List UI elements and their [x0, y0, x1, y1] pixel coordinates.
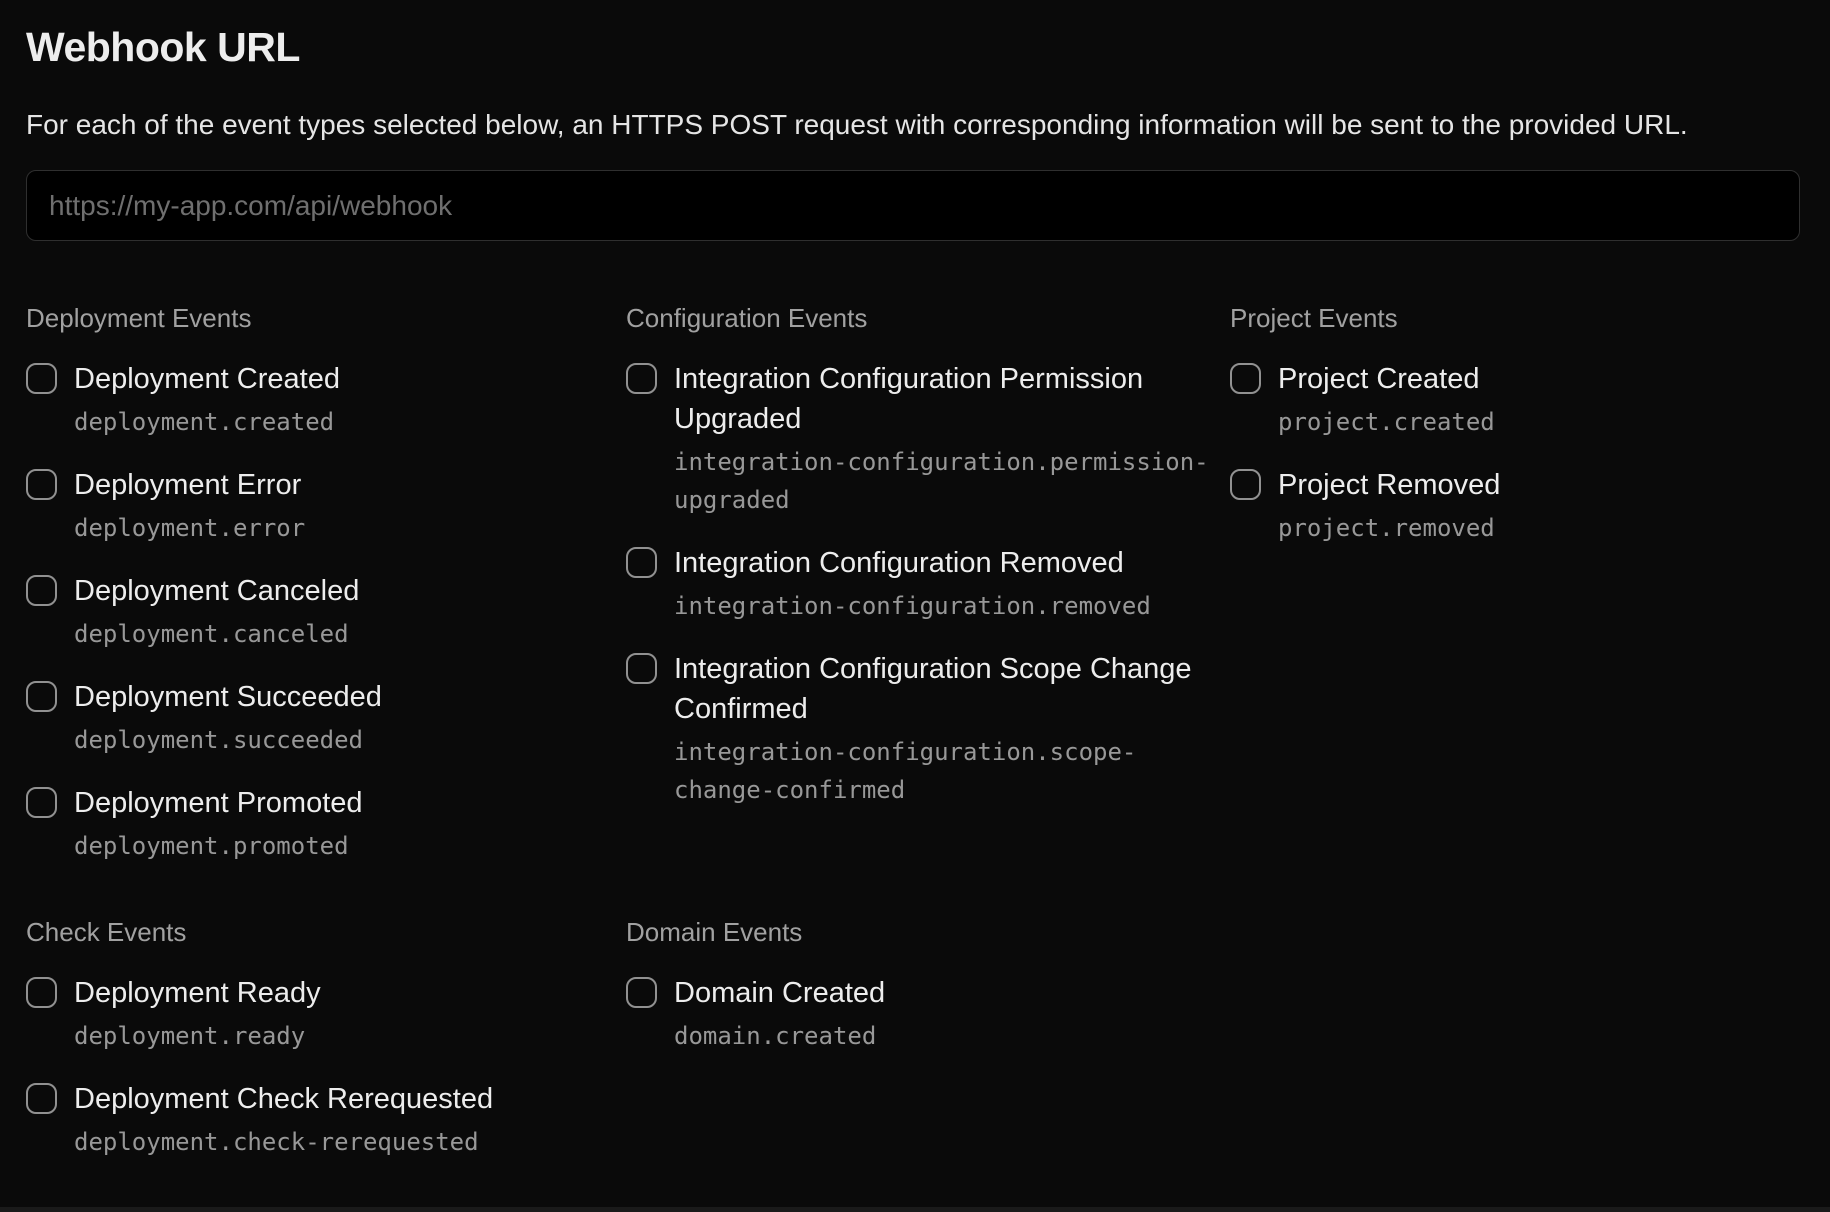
event-label[interactable]: Integration Configuration Removed — [674, 547, 1124, 579]
checkbox-deployment-check-rerequested[interactable] — [26, 1083, 57, 1114]
event-label[interactable]: Deployment Canceled — [74, 575, 360, 607]
checkbox-integration-configuration-permission-upgraded[interactable] — [626, 363, 657, 394]
checkbox-integration-configuration-removed[interactable] — [626, 547, 657, 578]
event-code: deployment.error — [74, 514, 306, 542]
event-group-check — [26, 915, 626, 1161]
event-label[interactable]: Project Removed — [1278, 469, 1501, 501]
event-code: deployment.check-rerequested — [74, 1128, 479, 1156]
event-code: deployment.ready — [74, 1022, 306, 1050]
checkbox-deployment-created[interactable] — [26, 363, 57, 394]
checkbox-deployment-error[interactable] — [26, 469, 57, 500]
event-code: deployment.succeeded — [74, 726, 363, 754]
event-label[interactable]: Project Created — [1278, 363, 1480, 395]
checkbox-domain-created[interactable] — [626, 977, 657, 1008]
page-title: Webhook URL — [26, 24, 300, 70]
event-label[interactable]: Deployment Ready — [74, 977, 321, 1009]
event-option-integration-configuration-permission-upgraded — [626, 359, 1230, 519]
event-option-deployment-error — [26, 465, 626, 547]
event-group-title: Check Events — [26, 917, 187, 947]
event-group-domain — [626, 915, 1230, 1161]
event-label[interactable]: Deployment Error — [74, 469, 302, 501]
event-code: integration-configuration.permission-upgraded — [674, 448, 1209, 514]
event-label[interactable]: Integration Configuration Permission Upgraded — [674, 363, 1144, 435]
bottom-edge-divider — [0, 1207, 1830, 1212]
event-option-project-created — [1230, 359, 1800, 441]
checkbox-deployment-promoted[interactable] — [26, 787, 57, 818]
event-option-deployment-canceled — [26, 571, 626, 653]
event-option-deployment-check-rerequested — [26, 1079, 626, 1161]
event-option-deployment-succeeded — [26, 677, 626, 759]
event-group-configuration — [626, 301, 1230, 865]
event-option-deployment-promoted — [26, 783, 626, 865]
event-code: deployment.created — [74, 408, 335, 436]
checkbox-project-removed[interactable] — [1230, 469, 1261, 500]
event-group-title: Configuration Events — [626, 303, 868, 333]
event-code: project.created — [1278, 408, 1495, 436]
event-label[interactable]: Domain Created — [674, 977, 886, 1009]
event-code: domain.created — [674, 1022, 877, 1050]
checkbox-project-created[interactable] — [1230, 363, 1261, 394]
event-group-title: Deployment Events — [26, 303, 252, 333]
event-label[interactable]: Deployment Created — [74, 363, 340, 395]
event-option-domain-created — [626, 973, 1230, 1055]
event-group-title: Project Events — [1230, 303, 1398, 333]
event-option-project-removed — [1230, 465, 1800, 547]
event-code: project.removed — [1278, 514, 1495, 542]
checkbox-deployment-succeeded[interactable] — [26, 681, 57, 712]
event-code: integration-configuration.removed — [674, 592, 1151, 620]
event-label[interactable]: Deployment Succeeded — [74, 681, 382, 713]
event-group-project — [1230, 301, 1800, 865]
event-group-title: Domain Events — [626, 917, 803, 947]
event-code: deployment.promoted — [74, 832, 349, 860]
event-code: deployment.canceled — [74, 620, 349, 648]
event-groups-grid — [26, 301, 1800, 1161]
description-text: For each of the event types selected below, an HTTPS POST request with corresponding information will be sent to the provided URL. — [26, 109, 1688, 140]
checkbox-integration-configuration-scope-change-confirmed[interactable] — [626, 653, 657, 684]
event-label[interactable]: Deployment Check Rerequested — [74, 1083, 494, 1115]
event-label[interactable]: Integration Configuration Scope Change Confirmed — [674, 653, 1192, 725]
event-option-integration-configuration-removed — [626, 543, 1230, 625]
event-group-deployment — [26, 301, 626, 865]
checkbox-deployment-canceled[interactable] — [26, 575, 57, 606]
webhook-url-input[interactable] — [26, 170, 1800, 241]
event-option-deployment-created — [26, 359, 626, 441]
event-option-deployment-ready — [26, 973, 626, 1055]
event-option-integration-configuration-scope-change-confirmed — [626, 649, 1230, 809]
event-label[interactable]: Deployment Promoted — [74, 787, 363, 819]
event-code: integration-configuration.scope-change-confirmed — [674, 738, 1137, 804]
checkbox-deployment-ready[interactable] — [26, 977, 57, 1008]
webhook-settings-panel — [0, 22, 1830, 1212]
